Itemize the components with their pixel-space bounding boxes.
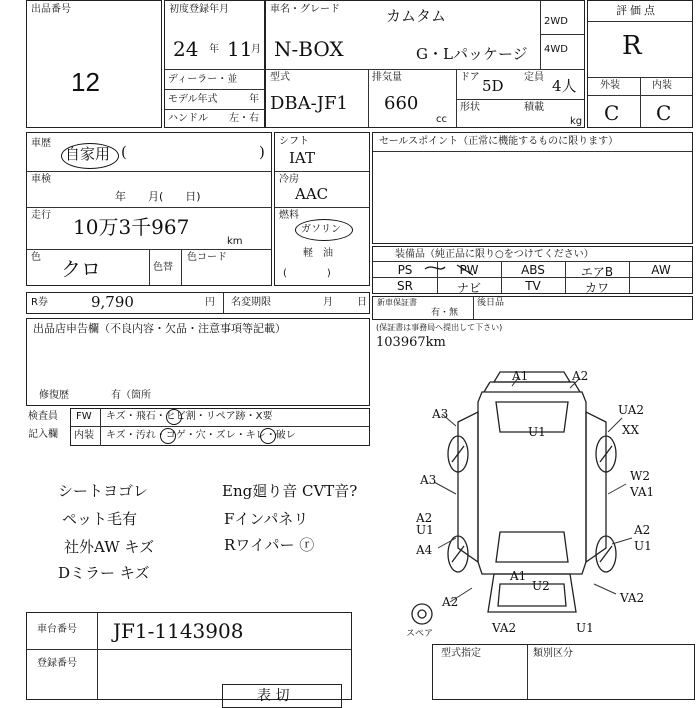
- car-name-box: [265, 0, 585, 128]
- sales-point-label: セールスポイント（正常に機能するものに限ります）: [379, 136, 619, 147]
- fuel-label: 燃料: [279, 210, 299, 221]
- mark-front-a2: A2: [572, 369, 589, 383]
- car-roof-outline: [478, 392, 586, 574]
- model-year-label: モデル年式: [168, 94, 218, 105]
- warranty-mileage-note: 103967km: [376, 335, 446, 350]
- mark-rear-a1: A1: [510, 569, 527, 583]
- recycle-label: R券: [31, 297, 48, 308]
- type-designation-label: 型式指定: [441, 648, 481, 659]
- ac-value: AAC: [295, 185, 329, 203]
- fuel-value: ガソリン: [301, 224, 341, 235]
- car-name-value: N-BOX: [274, 37, 344, 61]
- deadline-month: 月: [323, 297, 333, 308]
- shift-ac-fuel-box: [274, 132, 370, 286]
- exterior-label: 外装: [600, 80, 620, 91]
- door-value: 5D: [482, 77, 504, 95]
- mark-roof-u1: U1: [528, 425, 546, 439]
- lot-number-value: 12: [71, 67, 100, 97]
- handle-value: 左・右: [229, 113, 259, 124]
- mark-right-w2: W2: [630, 469, 650, 483]
- mark-left-front-a3: A3: [432, 407, 449, 421]
- mark-left-a2: A2: [416, 511, 433, 525]
- interior-mark-circle-1: [160, 428, 176, 444]
- recycle-box: [26, 292, 370, 314]
- equipment-sr: SR: [397, 279, 413, 293]
- history-paren-close: ): [259, 143, 265, 161]
- displacement-label: 排気量: [372, 72, 402, 83]
- drive-2wd: 2WD: [544, 16, 568, 27]
- spare-tire: [412, 604, 432, 624]
- type-label: 型式: [270, 72, 290, 83]
- warranty-note: (保証書は事務局へ提出して下さい): [376, 323, 503, 332]
- car-right-side: [586, 412, 606, 562]
- fw-mark-circle: [166, 409, 182, 425]
- equipment-box: [372, 246, 693, 294]
- bottom-tab: [222, 684, 342, 708]
- equipment-airbag: エアB: [580, 265, 614, 279]
- inspection-label: 車検: [31, 174, 51, 185]
- color-value: クロ: [61, 257, 101, 281]
- interior-check-items: キズ・汚れ・コゲ・穴・ズレ・キレ・破レ: [106, 430, 296, 441]
- first-reg-month: 11: [227, 37, 253, 61]
- fuel-light-oil: 軽 油: [303, 248, 333, 259]
- exterior-value: C: [604, 101, 620, 125]
- note-left-2: ペット毛有: [62, 510, 138, 528]
- load-label: 積載: [524, 102, 544, 113]
- equipment-ps: PS: [397, 263, 413, 277]
- capacity-value: 4人: [552, 77, 577, 95]
- chassis-value: JF1-1143908: [113, 619, 244, 643]
- chassis-label: 車台番号: [37, 624, 77, 635]
- equipment-pw: PW: [459, 263, 479, 277]
- type-value: DBA-JF1: [270, 93, 348, 114]
- handle-label: ハンドル: [168, 113, 208, 124]
- inspection-value: 年 月( 日): [115, 190, 201, 203]
- car-front-outline: [484, 382, 580, 392]
- fw-label: FW: [76, 411, 92, 422]
- mark-front-a1: A1: [512, 369, 529, 383]
- interior-mark-circle-2: [260, 428, 276, 444]
- notes-area: [26, 450, 396, 600]
- drive-4wd: 4WD: [544, 44, 568, 55]
- month-unit: 月: [251, 44, 261, 55]
- mileage-value: 10万3千967: [73, 215, 190, 239]
- shift-value: IAT: [289, 149, 315, 167]
- mileage-label: 走行: [31, 210, 51, 221]
- color-label: 色: [31, 252, 41, 263]
- cc-unit: cc: [436, 114, 447, 125]
- mark-rear-u2: U2: [532, 579, 550, 593]
- first-reg-label: 初度登録年月: [169, 4, 229, 15]
- equipment-marks: [373, 261, 693, 293]
- equipment-leather: カワ: [584, 281, 609, 295]
- score-label: 評価点: [616, 4, 658, 17]
- note-right-3: Rワイパー ⓡ: [224, 536, 315, 554]
- recycle-yen: 円: [205, 297, 215, 308]
- history-label: 車歴: [31, 138, 51, 149]
- type-designation-box: [432, 644, 695, 700]
- equipment-label: 装備品（純正品に限り○をつけてください）: [395, 249, 594, 260]
- score-value: R: [622, 31, 642, 61]
- mark-left-a4: A4: [416, 543, 433, 557]
- note-left-1: シートヨゴレ: [58, 482, 149, 500]
- kg-unit: kg: [570, 116, 583, 127]
- car-front-bumper: [494, 372, 570, 382]
- color-change-label: 色替: [153, 262, 173, 273]
- inspector-label-2: 記入欄: [28, 429, 58, 440]
- note-left-3: 社外AW キズ: [64, 538, 155, 556]
- inspector-label-1: 検査員: [28, 411, 58, 422]
- grade-value: G・Lパッケージ: [416, 45, 528, 63]
- first-registration-box: [164, 0, 265, 128]
- declaration-label: 出品店申告欄（不良内容・欠品・注意事項等記載）: [33, 322, 286, 335]
- mark-left-a3: A3: [420, 473, 437, 487]
- km-unit: km: [227, 236, 243, 247]
- mark-rear-right-va2: VA2: [620, 591, 645, 605]
- bottom-tab-label: 表 切: [257, 688, 290, 704]
- note-right-1: Eng廻り音 CVT音?: [222, 482, 358, 500]
- mark-right-va1: VA1: [630, 485, 655, 499]
- dealer-label: ディーラー・並: [168, 74, 238, 85]
- mark-rear-bottom-va2: VA2: [492, 621, 517, 635]
- car-left-side: [458, 412, 478, 562]
- ac-label: 冷房: [279, 174, 299, 185]
- warranty-box: [372, 296, 693, 320]
- model-year-unit: 年: [249, 94, 259, 105]
- class-label: 類別区分: [533, 648, 573, 659]
- interior-label: 内装: [652, 80, 672, 91]
- recycle-value: 9,790: [91, 293, 134, 311]
- repair-label: 修復歴: [39, 390, 69, 401]
- mark-rear-left-a2: A2: [442, 595, 459, 609]
- warranty-value: 有・無: [431, 308, 459, 318]
- equipment-aw: AW: [651, 263, 671, 277]
- color-code-label: 色コード: [187, 252, 227, 263]
- mark-right-u1: U1: [634, 539, 652, 553]
- first-reg-year: 24: [173, 37, 199, 61]
- fuel-paren: ( ): [283, 268, 331, 279]
- equipment-abs: ABS: [521, 263, 545, 277]
- mark-left-u1: U1: [416, 523, 434, 537]
- history-paren-open: (: [121, 143, 127, 161]
- interior-value: C: [656, 101, 672, 125]
- capacity-label: 定員: [524, 72, 544, 83]
- note-right-2: Fインパネリ: [224, 510, 309, 528]
- sales-point-box: [372, 132, 693, 244]
- spare-label: スペア: [406, 629, 434, 639]
- shape-label: 形状: [460, 102, 480, 113]
- interior-check-label: 内装: [74, 430, 94, 441]
- year-unit: 年: [209, 44, 219, 55]
- registration-label: 登録番号: [37, 658, 77, 669]
- mark-right-front-ua2: UA2: [618, 403, 645, 417]
- deadline-label: 名変期限: [231, 297, 271, 308]
- grade-top: カムタム: [386, 7, 447, 25]
- repair-value: 有（箇所: [111, 390, 151, 401]
- mark-rear-bottom-u1: U1: [576, 621, 594, 635]
- warranty-date-label: 後日品: [477, 298, 505, 308]
- declaration-box: [26, 318, 370, 406]
- history-box: [26, 132, 272, 286]
- note-left-4: Dミラー キズ: [58, 564, 150, 582]
- car-rear-window: [496, 532, 568, 562]
- deadline-day: 日: [357, 297, 367, 308]
- history-value: 自家用: [65, 145, 111, 163]
- warranty-label: 新車保証書: [377, 298, 417, 307]
- equipment-tv: TV: [525, 279, 541, 293]
- shift-label: シフト: [279, 136, 309, 147]
- diagram-marks: [415, 369, 654, 635]
- door-label: ドア: [460, 72, 480, 83]
- equipment-navi: ナビ: [456, 281, 481, 295]
- mark-right-a2: A2: [634, 523, 651, 537]
- car-damage-diagram: [400, 362, 690, 642]
- mark-right-front-xx: XX: [622, 423, 640, 437]
- displacement-value: 660: [384, 93, 419, 114]
- score-box: [587, 0, 693, 128]
- lot-number-box: [26, 0, 162, 128]
- inspector-area: [26, 408, 370, 446]
- car-name-label: 車名・グレード: [270, 4, 340, 15]
- lot-number-label: 出品番号: [31, 4, 71, 15]
- fw-items: キズ・飛石・ヒビ割・リペア跡・X要: [106, 411, 273, 422]
